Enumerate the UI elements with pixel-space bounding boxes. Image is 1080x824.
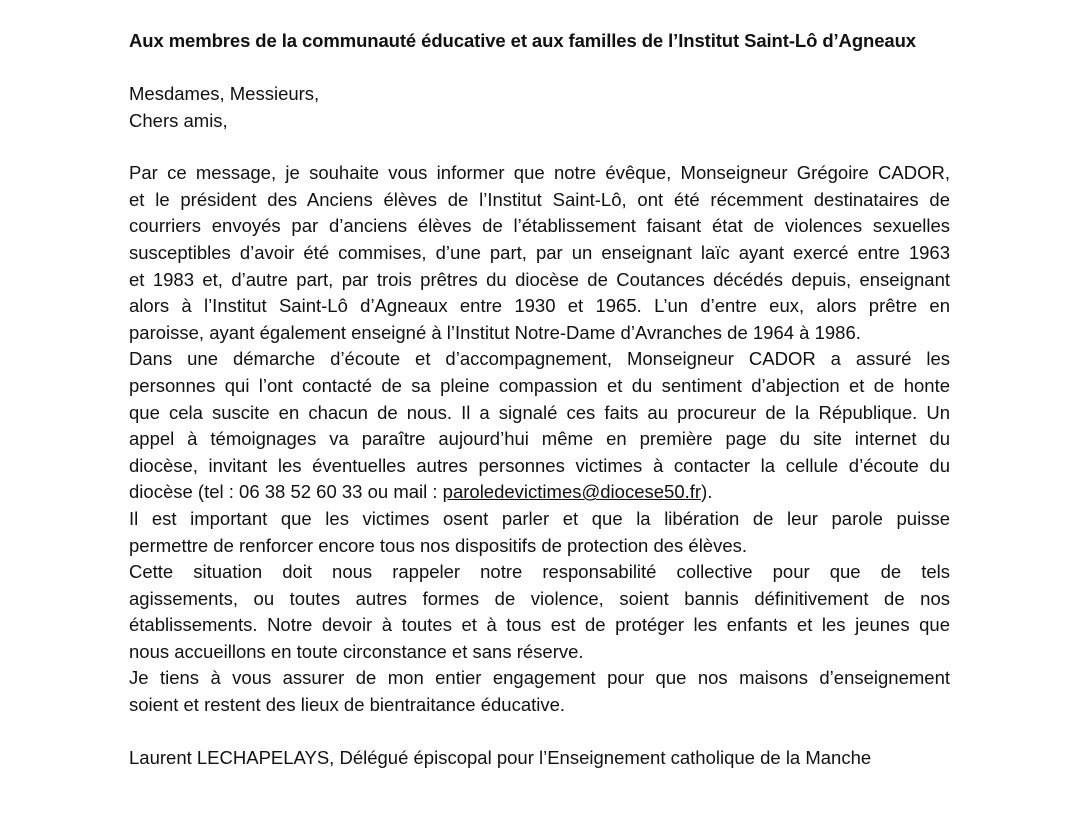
text-line: diocèse, invitant les éventuelles autres personnes victimes à contacter la cellule d’écoute du bbox=[129, 454, 950, 476]
paragraph-victims bbox=[129, 506, 950, 559]
text-line: susceptibles d’avoir été commises, d’une part, par un enseignant laïc ayant exercé entre 1963 bbox=[129, 241, 950, 263]
text-line: Par ce message, je souhaite vous informer que notre évêque, Monseigneur Grégoire CADOR, bbox=[129, 162, 950, 184]
paragraph-announcement bbox=[129, 160, 950, 346]
paragraph-responsibility bbox=[129, 559, 950, 665]
text-line: paroisse, ayant également enseigné à l’Institut Notre-Dame d’Avranches de 1964 à 1986. bbox=[129, 321, 861, 343]
signature: Laurent LECHAPELAYS, Délégué épiscopal pour l’Enseignement catholique de la Manche bbox=[129, 746, 872, 768]
text-line: soient et restent des lieux de bientraitance éducative. bbox=[129, 694, 566, 716]
spacer bbox=[129, 134, 950, 160]
email-link[interactable]: paroledevictimes@diocese50.fr bbox=[442, 481, 702, 503]
text-line: et le président des Anciens élèves de l’Institut Saint-Lô, ont été récemment destinataires de bbox=[129, 188, 950, 210]
text-line: alors à l’Institut Saint-Lô d’Agneaux entre 1930 et 1965. L’un d’entre eux, alors prêtre en bbox=[129, 295, 950, 317]
text-line: et 1983 et, d’autre part, par trois prêtres du diocèse de Coutances décédés depuis, enseignant bbox=[129, 268, 950, 290]
text-line: courriers envoyés par d’anciens élèves de l’établissement faisant état de violences sexuelles bbox=[129, 215, 950, 237]
text-line: Je tiens à vous assurer de mon entier engagement pour que nos maisons d’enseignement bbox=[129, 667, 950, 689]
paragraph-listening bbox=[129, 346, 950, 506]
letter-page bbox=[129, 28, 950, 771]
text-line: Dans une démarche d’écoute et d’accompagnement, Monseigneur CADOR a assuré les bbox=[129, 348, 950, 370]
salutation-line-1: Mesdames, Messieurs, bbox=[129, 83, 320, 104]
salutation-line-2: Chers amis, bbox=[129, 109, 228, 131]
contact-prefix: diocèse (tel : 06 38 52 60 33 ou mail : bbox=[129, 481, 443, 503]
text-line: personnes qui l’ont contacté de sa pleine compassion et du sentiment d’abjection et de honte bbox=[129, 374, 950, 396]
spacer bbox=[129, 719, 950, 745]
contact-line bbox=[129, 479, 950, 506]
text-line: Cette situation doit nous rappeler notre responsabilité collective pour que de tels bbox=[129, 561, 950, 583]
text-line: appel à témoignages va paraître aujourd’hui même en première page du site internet du bbox=[129, 428, 950, 450]
contact-suffix: ). bbox=[701, 481, 713, 503]
paragraph-commitment bbox=[129, 665, 950, 718]
text-line: que cela suscite en chacun de nous. Il a signalé ces faits au procureur de la République. Un bbox=[129, 401, 950, 423]
text-line: établissements. Notre devoir à toutes et à tous est de protéger les enfants et les jeunes que bbox=[129, 614, 950, 636]
text-line: Il est important que les victimes osent parler et que la libération de leur parole puisse bbox=[129, 507, 950, 529]
text-line: nous accueillons en toute circonstance et sans réserve. bbox=[129, 640, 584, 662]
text-line: permettre de renforcer encore tous nos dispositifs de protection des élèves. bbox=[129, 534, 748, 556]
letter-title: Aux membres de la communauté éducative et aux familles de l’Institut Saint-Lô d’Agneaux bbox=[129, 30, 916, 51]
text-line: agissements, ou toutes autres formes de violence, soient bannis définitivement de nos bbox=[129, 587, 950, 609]
